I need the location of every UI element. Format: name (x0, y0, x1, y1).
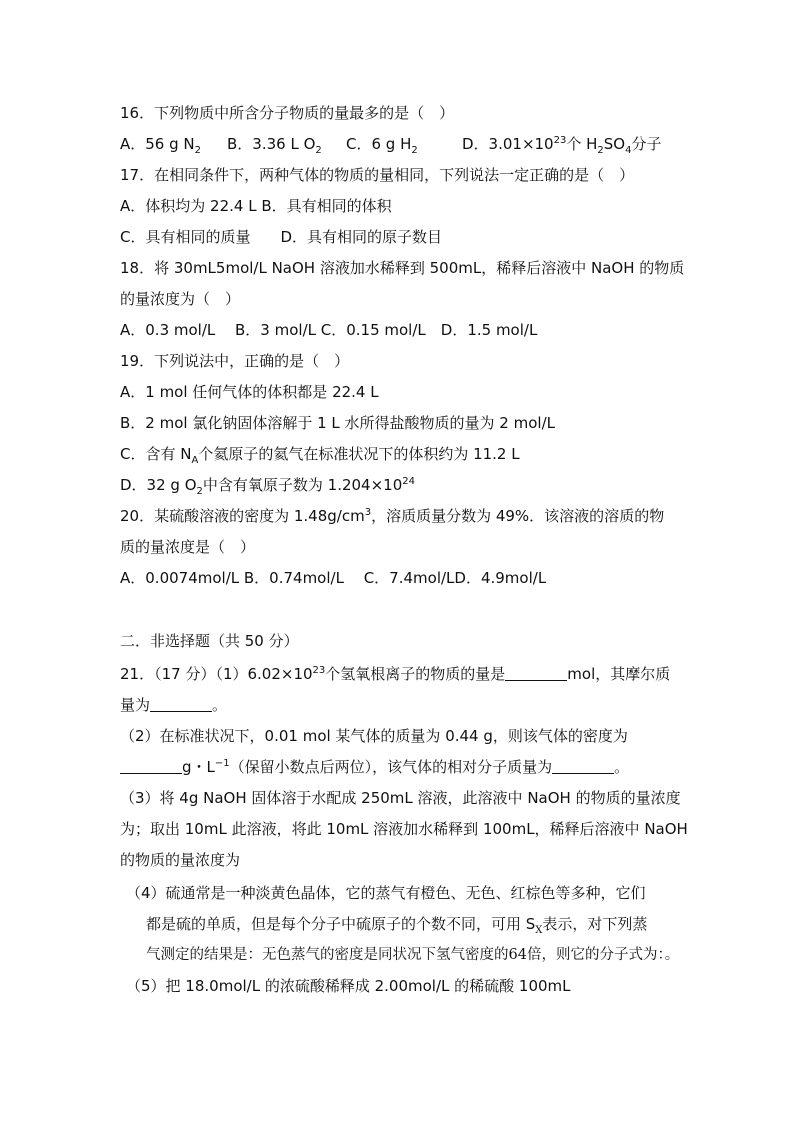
question-17-stem: 17．在相同条件下，两种气体的物质的量相同，下列说法一定正确的是（ ） (120, 166, 635, 184)
answer-blank[interactable] (552, 759, 614, 774)
answer-blank[interactable] (150, 697, 212, 712)
question-19-option-d: D．32 g $O_2$中含有氧原子数为 $1.204\times 10^{24}$ (120, 476, 415, 497)
question-21-part5: （5）把 18.0mol/L 的浓硫酸稀释成 2.00mol/L 的稀硫酸 100mL (126, 977, 571, 995)
question-17-options-ab: A．体积均为 22.4 L B．具有相同的体积 (120, 197, 392, 215)
answer-blank[interactable] (120, 759, 182, 774)
question-21-part3-line3: 的物质的量浓度为 (120, 851, 241, 869)
question-16-stem: 16．下列物质中所含分子物质的量最多的是（ ） (120, 104, 455, 122)
question-20-options: A．0.0074mol/L B．0.74mol/L C．7.4mol/LD．4.9mol/L (120, 569, 547, 587)
section-2-heading: 二．非选择题（共 50 分） (120, 632, 299, 650)
question-17-options-cd: C．具有相同的质量 D．具有相同的原子数目 (120, 228, 443, 246)
question-16-options: A．56 g $N_2$ B．3.36 L $O_2$ C．6 g $H_2$ D．$3.01\times 10^{23}$个 $H_2SO_4$分子 (120, 135, 662, 156)
question-19-option-a: A．1 mol 任何气体的体积都是 22.4 L (120, 383, 379, 401)
question-21-part3-line2: 为；取出 10mL 此溶液，将此 10mL 溶液加水稀释到 100mL，稀释后溶液中 NaOH (120, 820, 688, 838)
question-18-stem-line1: 18．将 30mL5mol/L NaOH 溶液加水稀释到 500mL，稀释后溶液中 NaOH 的物质 (120, 259, 685, 277)
question-21-part4-line3: 气测定的结果是：无色蒸气的密度是同状况下氢气密度的64倍，则它的分子式为：。 (146, 947, 680, 963)
question-21-part1-line2: 量为 。 (120, 696, 228, 714)
question-18-stem-line2: 的量浓度为（ ） (120, 290, 241, 308)
question-21-part2-line1: （2）在标准状况下，0.01 mol 某气体的质量为 0.44 g，则该气体的密度为 (120, 727, 628, 745)
question-19-option-c: C．含有 $N_A$个氦原子的氦气在标准状况下的体积约为 11.2 L (120, 445, 520, 466)
question-21-part4-line1: （4）硫通常是一种淡黄色晶体，它的蒸气有橙色、无色、红棕色等多种，它们 (126, 884, 646, 902)
question-18-options: A．0.3 mol/L B．3 mol/L C．0.15 mol/L D．1.5 mol/L (120, 321, 538, 339)
question-19-option-b: B．2 mol 氯化钠固体溶解于 1 L 水所得盐酸物质的量为 2 mol/L (120, 414, 555, 432)
question-19-stem: 19．下列说法中，正确的是（ ） (120, 352, 350, 370)
question-21-part3-line1: （3）将 4g NaOH 固体溶于水配成 250mL 溶液，此溶液中 NaOH 的物质的量浓度 (120, 789, 681, 807)
answer-blank[interactable] (505, 666, 567, 681)
question-21-part2-line2: g・$L^{-1}$（保留小数点后两位），该气体的相对分子质量为 。 (120, 757, 629, 777)
question-21-part1-line1: 21．（17 分）$(1)6.02\times 10^{23}$个氢氧根离子的物质的量是 mol，其摩尔质 (120, 665, 671, 683)
question-20-stem-line2: 质的量浓度是（ ） (120, 538, 256, 556)
question-21-part4-line2: 都是硫的单质，但是每个分子中硫原子的个数不同，可用 $S_X$表示，对下列蒸 (146, 915, 648, 936)
question-20-stem-line1: 20．某硫酸溶液的密度为 $1.48g/cm^3$，溶质质量分数为 49%．该溶液的溶质的物 (120, 507, 665, 525)
